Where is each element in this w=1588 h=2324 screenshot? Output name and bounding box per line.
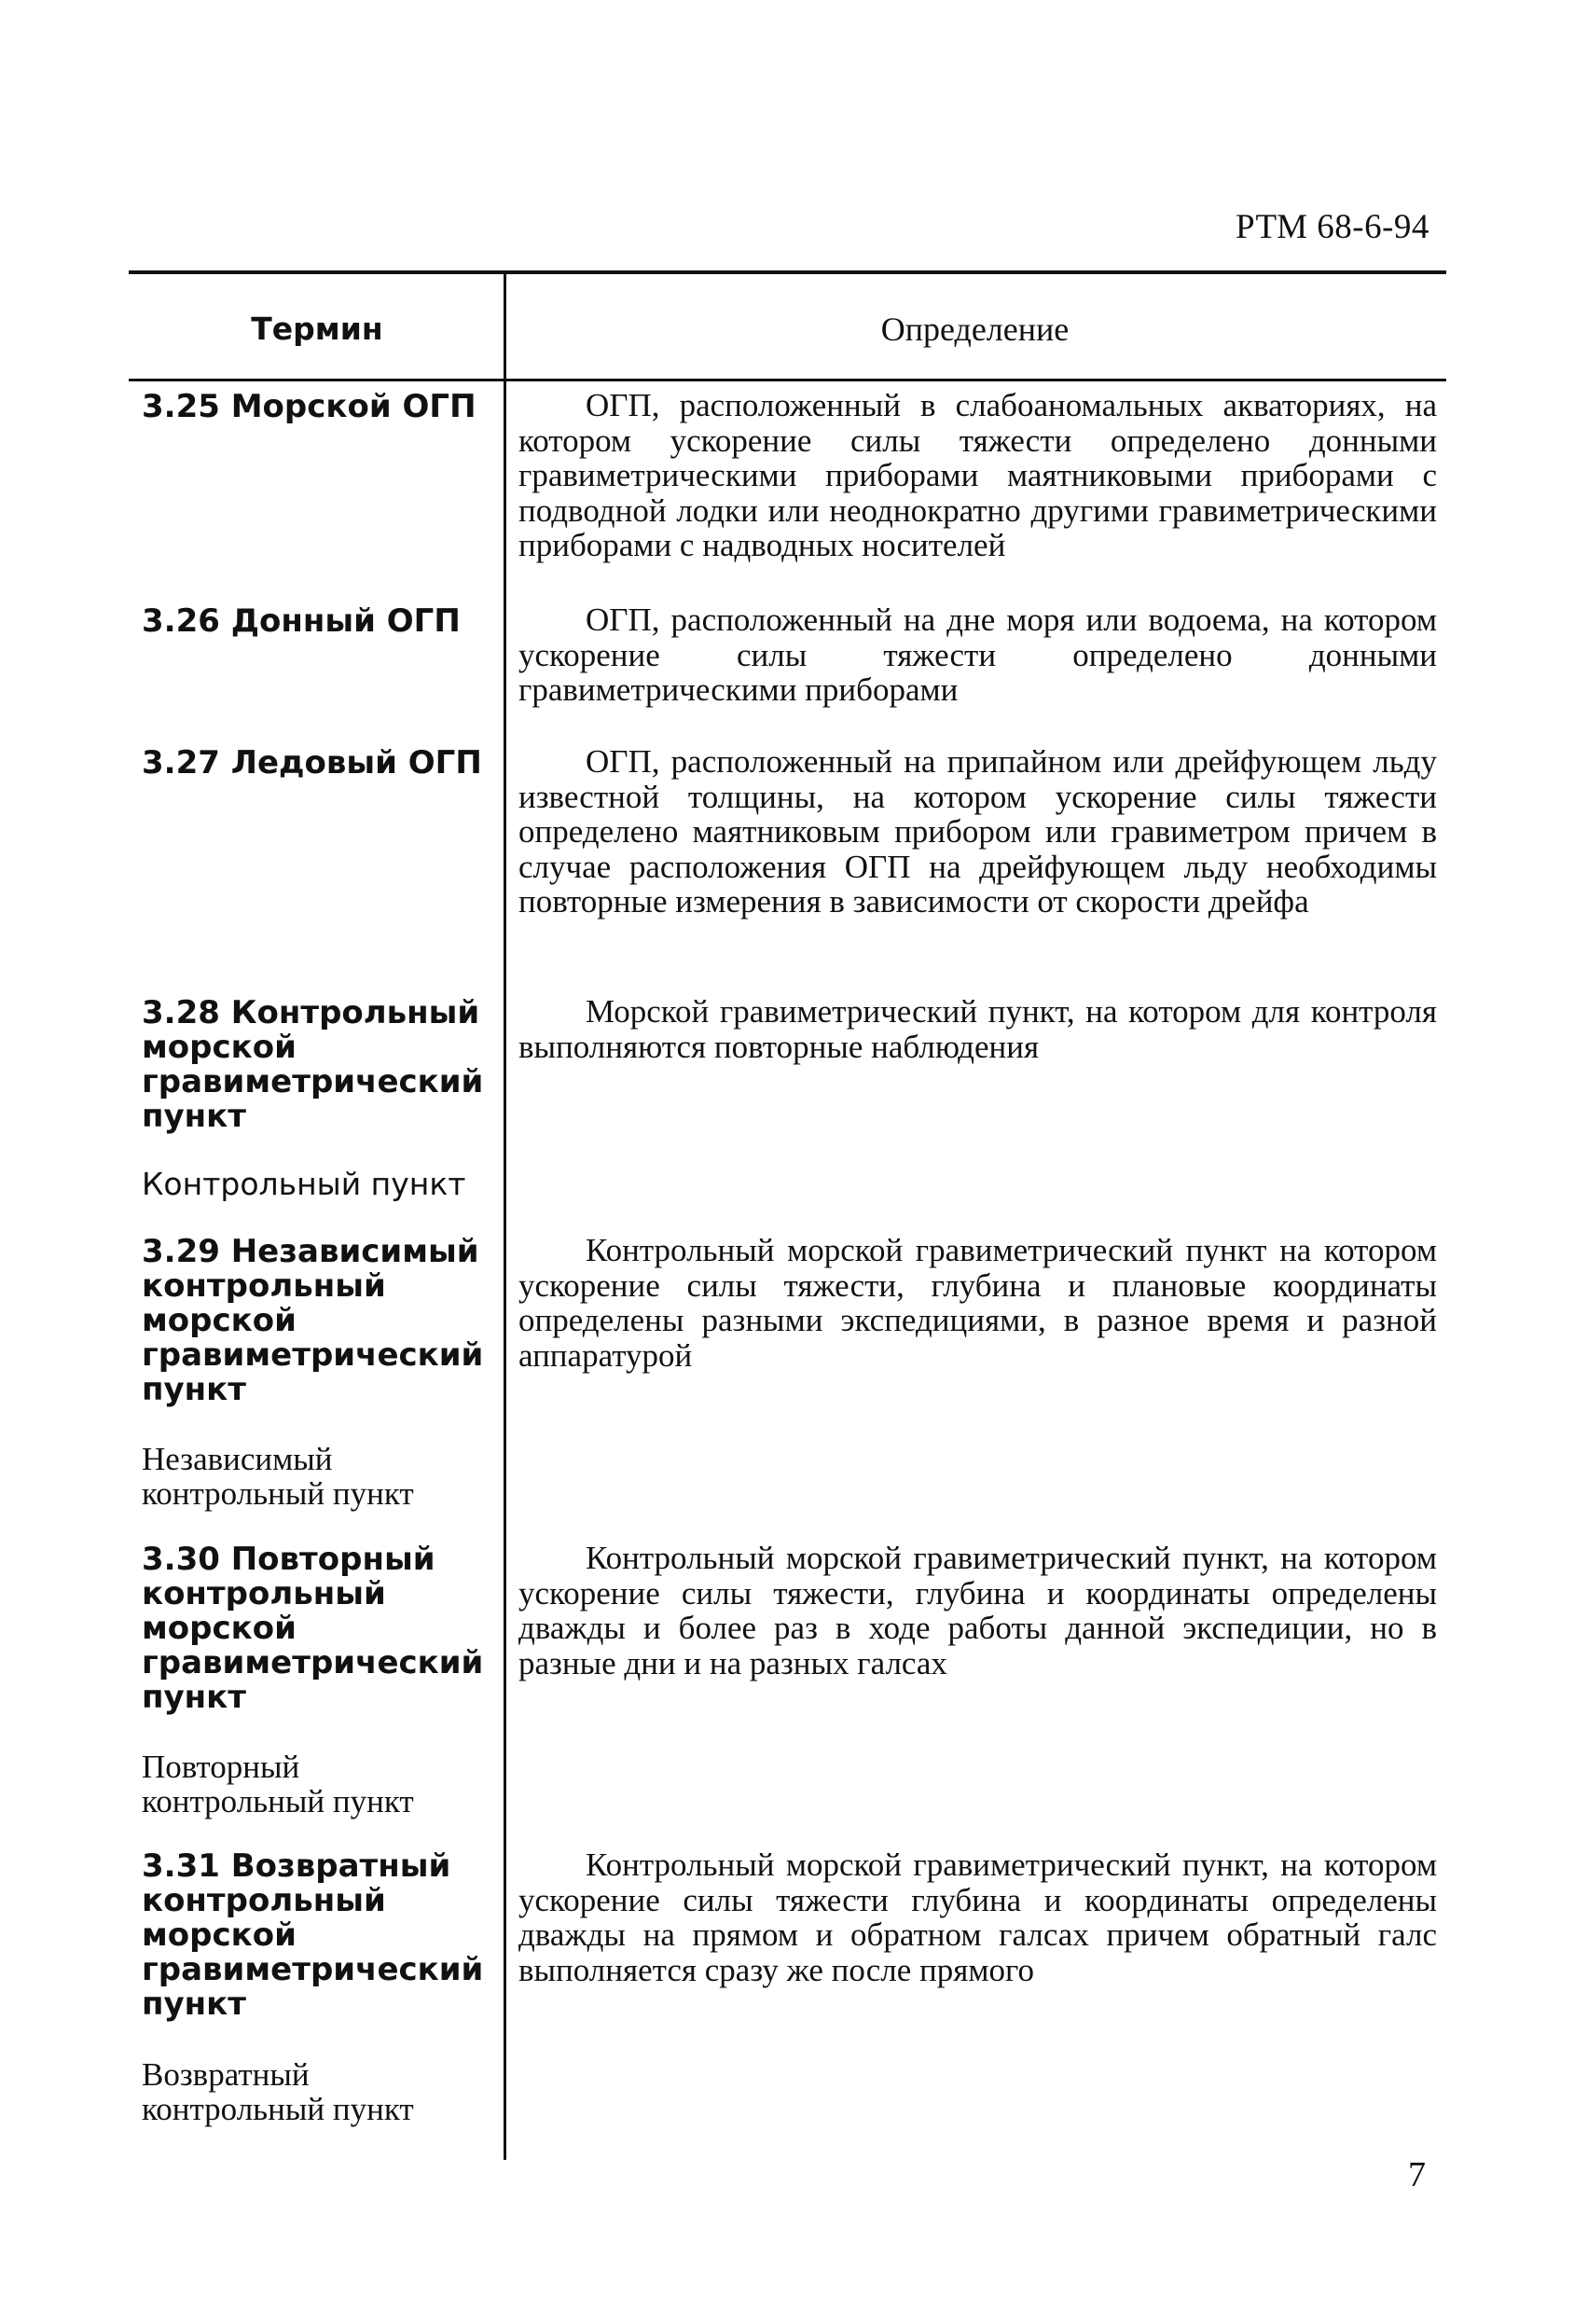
term-3-29: 3.29 Независимый контрольный морской гравиметрический пункт xyxy=(142,1233,484,1408)
term-3-31: 3.31 Возвратный контрольный морской гравиметрический пункт xyxy=(142,1847,484,2023)
table-top-rule xyxy=(129,270,1446,274)
table-column-divider xyxy=(504,270,506,2160)
definition-3-31: Контрольный морской гравиметрический пункт, на котором ускорение силы тяжести глубина и координаты определены дважды на прямом и обратном галсах причем обратный галс выполняется сразу же после прямого xyxy=(518,1847,1437,1988)
term-3-25: 3.25 Морской ОГП xyxy=(142,388,476,425)
definition-3-29: Контрольный морской гравиметрический пункт на котором ускорение силы тяжести, глубина и плановые координаты определены разными экспедициями, в разное время и разной аппаратурой xyxy=(518,1232,1437,1374)
column-header-definition: Определение xyxy=(880,311,1070,348)
definition-3-25: ОГП, расположенный в слабоаномальных акваториях, на котором ускорение силы тяжести определено донными гравиметрическими приборами маятниковыми приборами с подводной лодки или неоднократно другими гравиметрическими приборами с надводных носителей xyxy=(518,387,1437,563)
definition-3-28: Морской гравиметрический пункт, на котором для контроля выполняются повторные наблюдения xyxy=(518,993,1437,1065)
definition-3-26: ОГП, расположенный на дне моря или водоема, на котором ускорение силы тяжести определено донными гравиметрическими приборами xyxy=(518,602,1437,708)
page-number: 7 xyxy=(1408,2155,1426,2194)
document-code: РТМ 68-6-94 xyxy=(1236,208,1429,246)
synonym-3-28: Контрольный пункт xyxy=(142,1166,466,1202)
term-3-28: 3.28 Контрольный морской гравиметрический пункт xyxy=(142,994,484,1135)
table-header-rule xyxy=(129,379,1446,381)
term-3-30: 3.30 Повторный контрольный морской гравиметрический пункт xyxy=(142,1541,484,1716)
definition-3-27: ОГП, расположенный на припайном или дрейфующем льду известной толщины, на котором ускорение силы тяжести определено маятниковым прибором или гравиметром причем в случае расположения ОГП на дрейфующем льду необходимы повторные измерения в зависимости от скорости дрейфа xyxy=(518,743,1437,920)
column-header-term: Термин xyxy=(251,311,383,347)
definition-3-30: Контрольный морской гравиметрический пункт, на котором ускорение силы тяжести, глубина и координаты определены дважды и более раз в ходе работы данной экспедиции, но в разные дни и на разных галсах xyxy=(518,1540,1437,1681)
synonym-3-31: Возвратный контрольный пункт xyxy=(142,2056,414,2127)
synonym-3-30: Повторный контрольный пункт xyxy=(142,1749,414,1819)
term-3-26: 3.26 Донный ОГП xyxy=(142,602,461,640)
term-3-27: 3.27 Ледовый ОГП xyxy=(142,744,482,782)
synonym-3-29: Независимый контрольный пункт xyxy=(142,1441,414,1512)
